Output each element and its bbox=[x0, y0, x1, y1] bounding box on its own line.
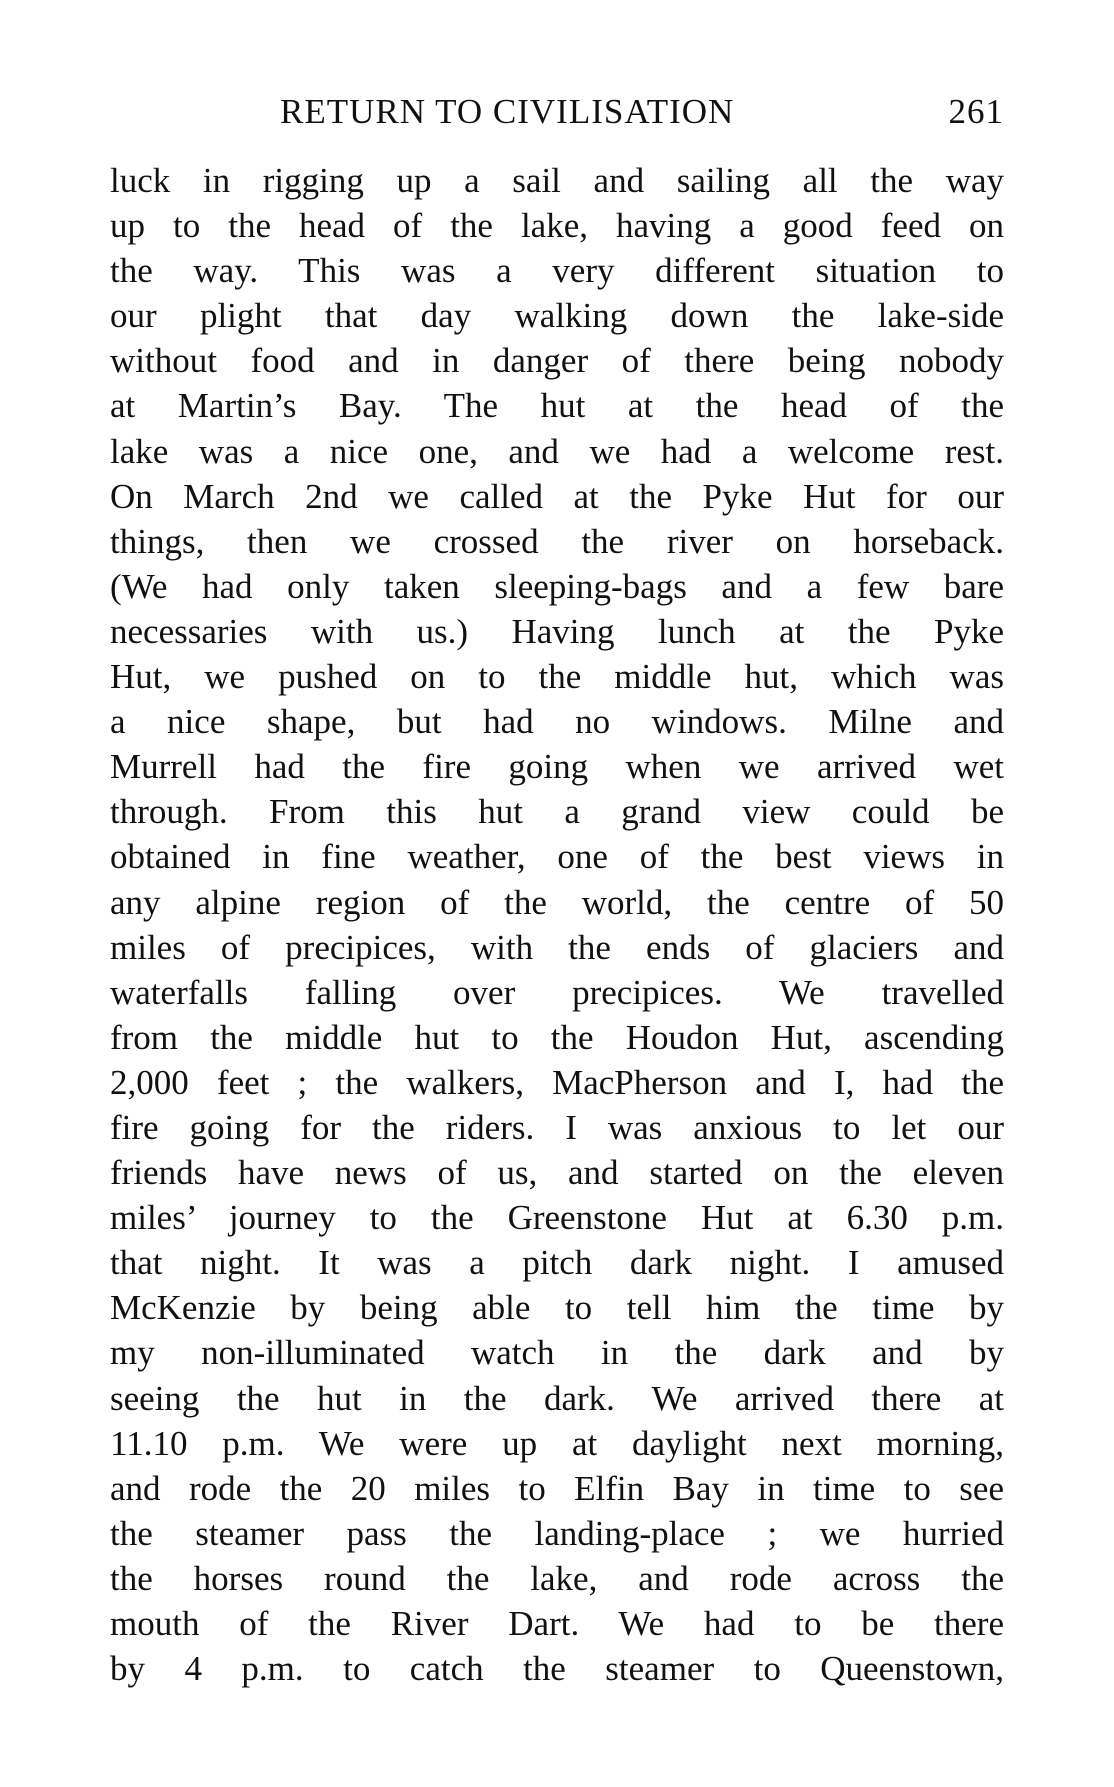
text-line: (We had only taken sleeping-bags and a few bare bbox=[110, 566, 1004, 606]
text-line: miles’ journey to the Greenstone Hut at 6.30 p.m. bbox=[110, 1198, 1004, 1238]
text-line: from the middle hut to the Houdon Hut, ascending bbox=[110, 1017, 1004, 1057]
text-line: mouth of the River Dart. We had to be there bbox=[110, 1604, 1004, 1643]
text-line: at Martin’s Bay. The hut at the head of the bbox=[110, 386, 1004, 426]
text-line: things, then we crossed the river on horseback. bbox=[110, 521, 1004, 561]
text-line: McKenzie by being able to tell him the time by bbox=[110, 1288, 1004, 1328]
text-line: that night. It was a pitch dark night. I amused bbox=[110, 1243, 1004, 1283]
running-head bbox=[110, 88, 1004, 136]
text-line: On March 2nd we called at the Pyke Hut for our bbox=[110, 476, 1004, 516]
chapter-title: RETURN TO CIVILISATION bbox=[280, 92, 735, 131]
text-line: miles of precipices, with the ends of glaciers and bbox=[110, 927, 1004, 967]
text-line: 2,000 feet ; the walkers, MacPherson and I, had the bbox=[110, 1062, 1004, 1102]
text-line: through. From this hut a grand view could be bbox=[110, 792, 1004, 832]
text-line: luck in rigging up a sail and sailing all the way bbox=[110, 161, 1004, 200]
text-line: up to the head of the lake, having a good feed on bbox=[110, 206, 1004, 246]
text-line: the horses round the lake, and rode across the bbox=[110, 1558, 1004, 1598]
text-line: necessaries with us.) Having lunch at the Pyke bbox=[110, 611, 1004, 651]
text-line: a nice shape, but had no windows. Milne and bbox=[110, 702, 1004, 742]
text-line: fire going for the riders. I was anxious to let our bbox=[110, 1107, 1004, 1147]
text-line: the way. This was a very different situation to bbox=[110, 251, 1004, 291]
text-line: my non-illuminated watch in the dark and by bbox=[110, 1333, 1004, 1373]
text-line: lake was a nice one, and we had a welcome rest. bbox=[110, 431, 1004, 471]
text-line: Hut, we pushed on to the middle hut, which was bbox=[110, 657, 1004, 697]
text-line: our plight that day walking down the lake-side bbox=[110, 296, 1004, 336]
text-line: obtained in fine weather, one of the best views in bbox=[110, 837, 1004, 877]
text-line: without food and in danger of there being nobody bbox=[110, 341, 1004, 381]
text-line: seeing the hut in the dark. We arrived there at bbox=[110, 1378, 1004, 1418]
text-line: by 4 p.m. to catch the steamer to Queenstown, bbox=[110, 1649, 1004, 1689]
text-line: friends have news of us, and started on the eleven bbox=[110, 1153, 1004, 1193]
body-text bbox=[110, 158, 1004, 1691]
text-line: waterfalls falling over precipices. We travelled bbox=[110, 972, 1004, 1012]
text-line: Murrell had the fire going when we arrived wet bbox=[110, 747, 1004, 787]
text-line: the steamer pass the landing-place ; we hurried bbox=[110, 1513, 1004, 1553]
text-line: and rode the 20 miles to Elfin Bay in time to see bbox=[110, 1468, 1004, 1508]
text-line: any alpine region of the world, the centre of 50 bbox=[110, 882, 1004, 922]
page-number: 261 bbox=[948, 92, 1004, 131]
text-line: 11.10 p.m. We were up at daylight next morning, bbox=[110, 1423, 1004, 1463]
